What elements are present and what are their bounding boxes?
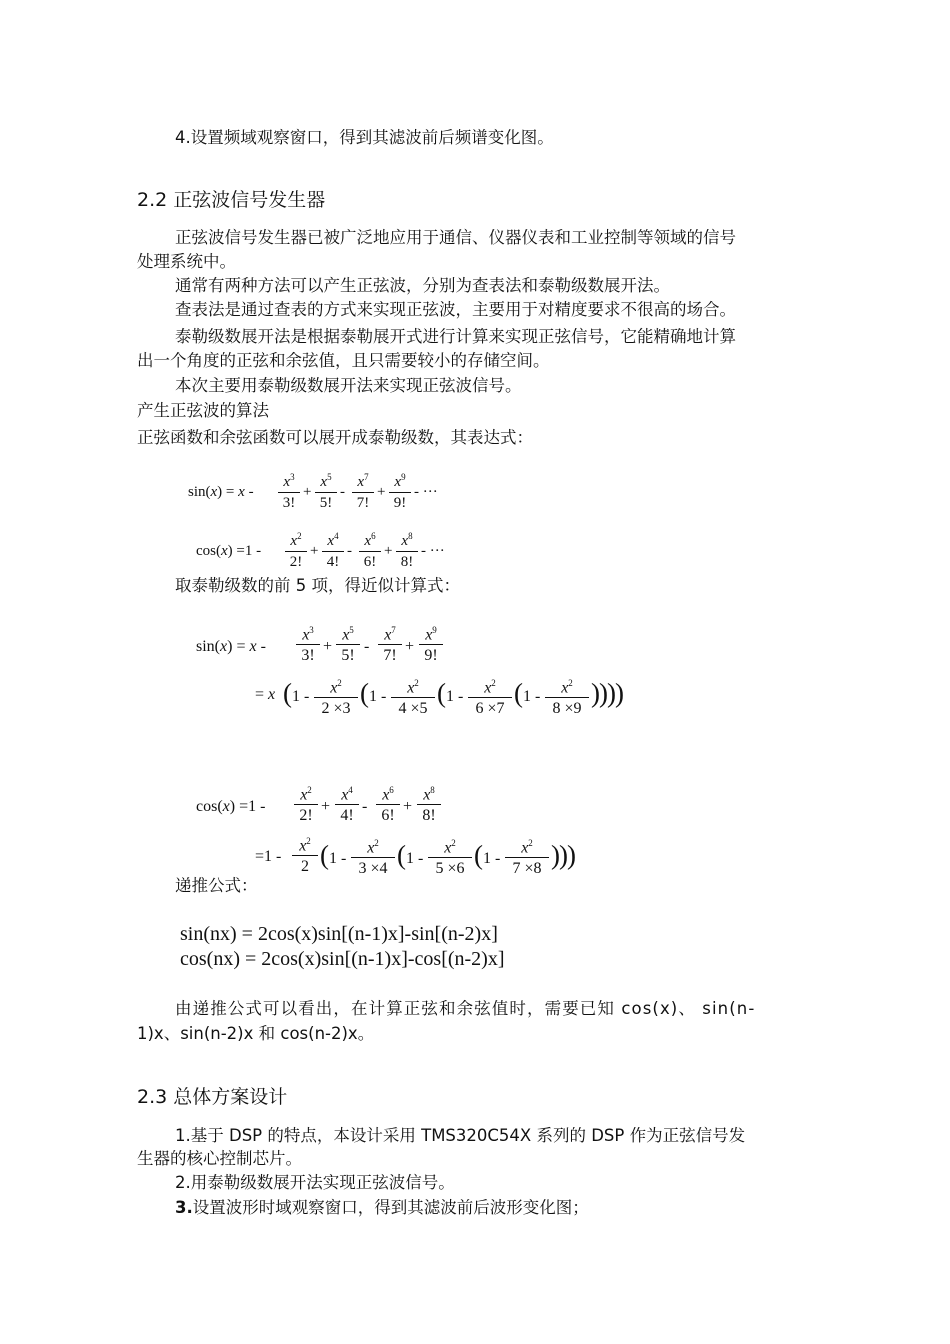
list-text: 设置波形时域观察窗口，得到其滤波前后波形变化图； <box>192 1198 589 1217</box>
section-heading-2-2: 2.2 正弦波信号发生器 <box>137 189 326 211</box>
list-text: 用泰勒级数展开法实现正弦波信号。 <box>190 1173 455 1192</box>
list-item-2 <box>175 1171 455 1195</box>
algorithm-title: 产生正弦波的算法 <box>137 401 269 420</box>
paragraph-line: 查表法是通过查表的方式来实现正弦波，主要用于对精度要求不很高的场合。 <box>175 300 736 319</box>
paragraph-line: 通常有两种方法可以产生正弦波，分别为查表法和泰勒级数展开法。 <box>175 276 670 295</box>
paragraph-line: 出一个角度的正弦和余弦值，且只需要较小的存储空间。 <box>137 351 550 370</box>
paragraph-line: 正弦函数和余弦函数可以展开成泰勒级数，其表达式： <box>137 428 533 447</box>
paragraph-line: 处理系统中。 <box>137 252 236 271</box>
list-number: 1. <box>175 1126 191 1145</box>
list-item-1 <box>175 1124 745 1148</box>
list-item-3 <box>175 1196 589 1220</box>
list-text: 设置频域观察窗口，得到其滤波前后频谱变化图。 <box>190 128 554 147</box>
recursion-label: 递推公式： <box>175 876 258 895</box>
paragraph-line: 生器的核心控制芯片。 <box>137 1149 302 1168</box>
paragraph-line: 由递推公式可以看出，在计算正弦和余弦值时，需要已知 cos(x)、 sin(n- <box>175 999 756 1018</box>
list-number: 4. <box>175 128 191 147</box>
list-number: 3. <box>175 1198 193 1217</box>
list-text: 基于 DSP 的特点，本设计采用 TMS320C54X 系列的 DSP 作为正弦信号发 <box>190 1126 746 1145</box>
list-item-4 <box>175 126 554 150</box>
recursion-formula-sin: sin(nx) = 2cos(x)sin[(n-1)x]-sin[(n-2)x] <box>180 923 498 945</box>
paragraph-line: 取泰勒级数的前 5 项，得近似计算式： <box>175 576 460 595</box>
paragraph-line: 泰勒级数展开法是根据泰勒展开式进行计算来实现正弦信号，它能精确地计算 <box>175 327 736 346</box>
paragraph-line: 1)x、sin(n-2)x 和 cos(n-2)x。 <box>137 1024 375 1043</box>
paragraph-line: 正弦波信号发生器已被广泛地应用于通信、仪器仪表和工业控制等领域的信号 <box>175 228 736 247</box>
section-heading-2-3: 2.3 总体方案设计 <box>137 1086 288 1108</box>
paragraph-line: 本次主要用泰勒级数展开法来实现正弦波信号。 <box>175 376 522 395</box>
recursion-formula-cos: cos(nx) = 2cos(x)sin[(n-1)x]-cos[(n-2)x] <box>180 948 505 970</box>
list-number: 2. <box>175 1173 191 1192</box>
